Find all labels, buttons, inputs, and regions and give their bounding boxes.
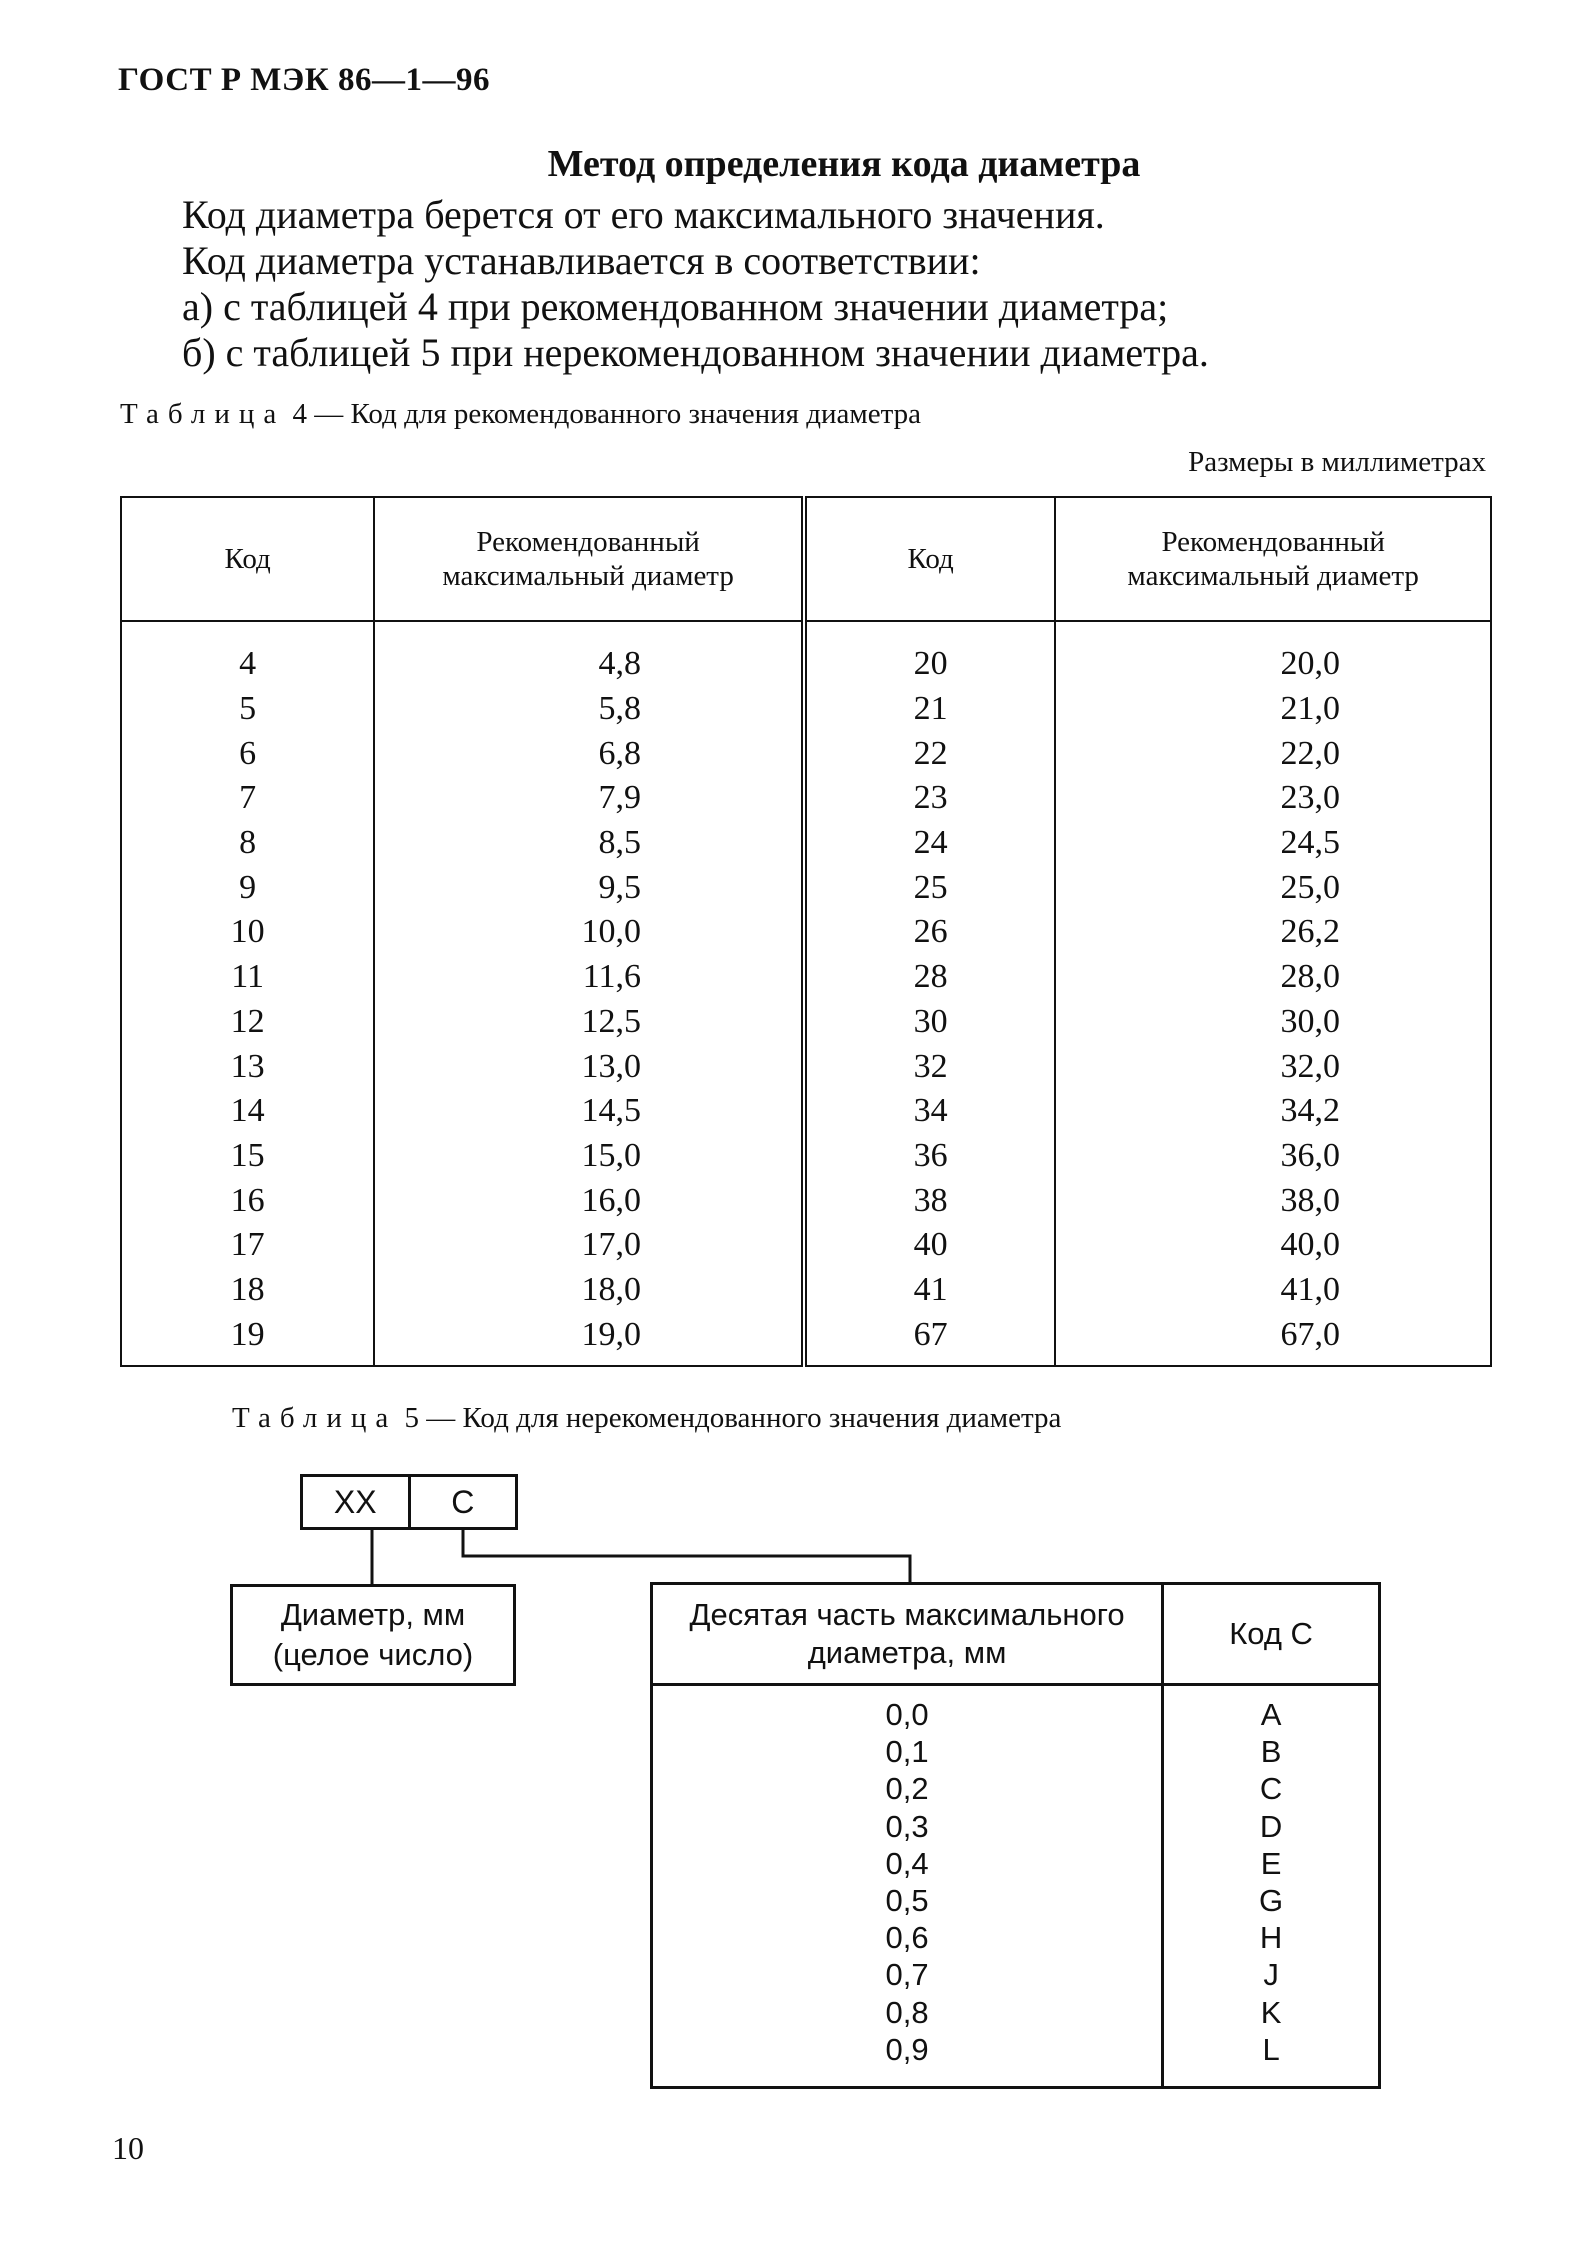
code-cell: 7 <box>121 776 374 821</box>
code-cell: 34 <box>804 1089 1055 1134</box>
column-header: Код С <box>1163 1584 1380 1685</box>
tenth-cell: 0,6 <box>652 1919 1163 1956</box>
paragraph: б) с таблицей 5 при нерекомендованном значении диаметра. <box>182 330 1209 375</box>
column-header: Рекомендованный максимальный диаметр <box>374 497 804 621</box>
table-row <box>652 2031 1380 2088</box>
column-header: Рекомендованный максимальный диаметр <box>1055 497 1491 621</box>
table-label: Таблица <box>120 398 286 430</box>
tenth-cell: 0,7 <box>652 1956 1163 1993</box>
diameter-cell: 15,0 <box>374 1134 804 1179</box>
diameter-cell: 17,0 <box>374 1223 804 1268</box>
diameter-cell: 24,5 <box>1055 821 1491 866</box>
diameter-cell: 36,0 <box>1055 1134 1491 1179</box>
code-cell: 28 <box>804 955 1055 1000</box>
code-cell: 4 <box>121 621 374 687</box>
tenth-cell: 0,5 <box>652 1882 1163 1919</box>
diameter-cell: 20,0 <box>1055 621 1491 687</box>
code-cell: 14 <box>121 1089 374 1134</box>
code-cell: 36 <box>804 1134 1055 1179</box>
connector-line <box>463 1530 910 1582</box>
tenth-cell: 0,0 <box>652 1685 1163 1734</box>
diameter-box-line: (целое число) <box>272 1637 474 1672</box>
tenth-cell: 0,4 <box>652 1845 1163 1882</box>
code-cell: 18 <box>121 1268 374 1313</box>
diameter-cell: 11,6 <box>374 955 804 1000</box>
code-cell: 25 <box>804 865 1055 910</box>
code-cell: 32 <box>804 1044 1055 1089</box>
table-row <box>652 1685 1380 1734</box>
code-c-cell: C <box>1163 1770 1380 1807</box>
diameter-cell: 25,0 <box>1055 865 1491 910</box>
code-part-diameter: XX <box>303 1477 411 1527</box>
table-row <box>652 1733 1380 1770</box>
diameter-cell: 40,0 <box>1055 1223 1491 1268</box>
diameter-cell: 4,8 <box>374 621 804 687</box>
diameter-cell: 10,0 <box>374 910 804 955</box>
code-cell: 38 <box>804 1178 1055 1223</box>
units-note: Размеры в миллиметрах <box>1188 446 1486 478</box>
code-cell: 15 <box>121 1134 374 1179</box>
section-title: Метод определения кода диаметра <box>547 143 1141 185</box>
table-5 <box>650 1582 1381 2089</box>
diameter-box <box>230 1584 516 1686</box>
table-row <box>652 1919 1380 1956</box>
diameter-cell: 34,2 <box>1055 1089 1491 1134</box>
diameter-cell: 67,0 <box>1055 1312 1491 1366</box>
table-row <box>652 1956 1380 1993</box>
code-c-cell: E <box>1163 1845 1380 1882</box>
paragraph: Код диаметра устанавливается в соответствии: <box>182 238 981 283</box>
diameter-cell: 32,0 <box>1055 1044 1491 1089</box>
code-c-cell: A <box>1163 1685 1380 1734</box>
paragraph: Код диаметра берется от его максимального значения. <box>182 192 1105 237</box>
tenth-cell: 0,2 <box>652 1770 1163 1807</box>
table-label: Таблица <box>232 1402 398 1434</box>
tenth-cell: 0,3 <box>652 1808 1163 1845</box>
page-number: 10 <box>112 2130 144 2166</box>
tenth-cell: 0,1 <box>652 1733 1163 1770</box>
diameter-box-line: Диаметр, мм <box>280 1597 466 1632</box>
code-cell: 13 <box>121 1044 374 1089</box>
tenth-cell: 0,8 <box>652 1994 1163 2031</box>
diameter-cell: 7,9 <box>374 776 804 821</box>
code-cell: 6 <box>121 731 374 776</box>
code-c-cell: G <box>1163 1882 1380 1919</box>
column-header: Код <box>121 497 374 621</box>
diameter-cell: 38,0 <box>1055 1178 1491 1223</box>
diameter-cell: 5,8 <box>374 687 804 732</box>
tenth-cell: 0,9 <box>652 2031 1163 2088</box>
table-caption-text: 4 — Код для рекомендованного значения диаметра <box>292 398 922 430</box>
table-row <box>652 1994 1380 2031</box>
diameter-cell: 26,2 <box>1055 910 1491 955</box>
table-row <box>652 1770 1380 1807</box>
document-header: ГОСТ Р МЭК 86—1—96 <box>118 62 490 98</box>
column-header: Код <box>804 497 1055 621</box>
diameter-cell: 16,0 <box>374 1178 804 1223</box>
table-row <box>652 1845 1380 1882</box>
diameter-cell: 19,0 <box>374 1312 804 1366</box>
code-c-cell: J <box>1163 1956 1380 1993</box>
diameter-cell: 23,0 <box>1055 776 1491 821</box>
diameter-cell: 8,5 <box>374 821 804 866</box>
code-cell: 8 <box>121 821 374 866</box>
code-cell: 67 <box>804 1312 1055 1366</box>
code-cell: 20 <box>804 621 1055 687</box>
diameter-cell: 41,0 <box>1055 1268 1491 1313</box>
table-row <box>652 1808 1380 1845</box>
table-caption-text: 5 — Код для нерекомендованного значения диаметра <box>404 1402 1062 1434</box>
code-cell: 12 <box>121 1000 374 1045</box>
code-cell: 23 <box>804 776 1055 821</box>
paragraph: а) с таблицей 4 при рекомендованном значении диаметра; <box>182 284 1169 329</box>
code-cell: 5 <box>121 687 374 732</box>
diameter-cell: 9,5 <box>374 865 804 910</box>
code-cell: 9 <box>121 865 374 910</box>
column-header: Десятая часть максимального диаметра, мм <box>652 1584 1163 1685</box>
code-cell: 17 <box>121 1223 374 1268</box>
code-cell: 26 <box>804 910 1055 955</box>
code-cell: 24 <box>804 821 1055 866</box>
code-cell: 22 <box>804 731 1055 776</box>
diameter-cell: 13,0 <box>374 1044 804 1089</box>
diameter-cell: 12,5 <box>374 1000 804 1045</box>
code-c-cell: L <box>1163 2031 1380 2088</box>
diameter-cell: 22,0 <box>1055 731 1491 776</box>
code-c-cell: D <box>1163 1808 1380 1845</box>
code-cell: 19 <box>121 1312 374 1366</box>
code-cell: 10 <box>121 910 374 955</box>
diameter-cell: 14,5 <box>374 1089 804 1134</box>
code-c-cell: K <box>1163 1994 1380 2031</box>
code-c-cell: B <box>1163 1733 1380 1770</box>
code-cell: 11 <box>121 955 374 1000</box>
diameter-cell: 30,0 <box>1055 1000 1491 1045</box>
code-cell: 40 <box>804 1223 1055 1268</box>
code-cell: 41 <box>804 1268 1055 1313</box>
code-cell: 16 <box>121 1178 374 1223</box>
diameter-cell: 6,8 <box>374 731 804 776</box>
diameter-cell: 18,0 <box>374 1268 804 1313</box>
code-part-c: C <box>451 1484 475 1520</box>
code-cell: 30 <box>804 1000 1055 1045</box>
code-c-cell: H <box>1163 1919 1380 1956</box>
diameter-cell: 21,0 <box>1055 687 1491 732</box>
code-cell: 21 <box>804 687 1055 732</box>
table-row <box>652 1882 1380 1919</box>
diameter-cell: 28,0 <box>1055 955 1491 1000</box>
